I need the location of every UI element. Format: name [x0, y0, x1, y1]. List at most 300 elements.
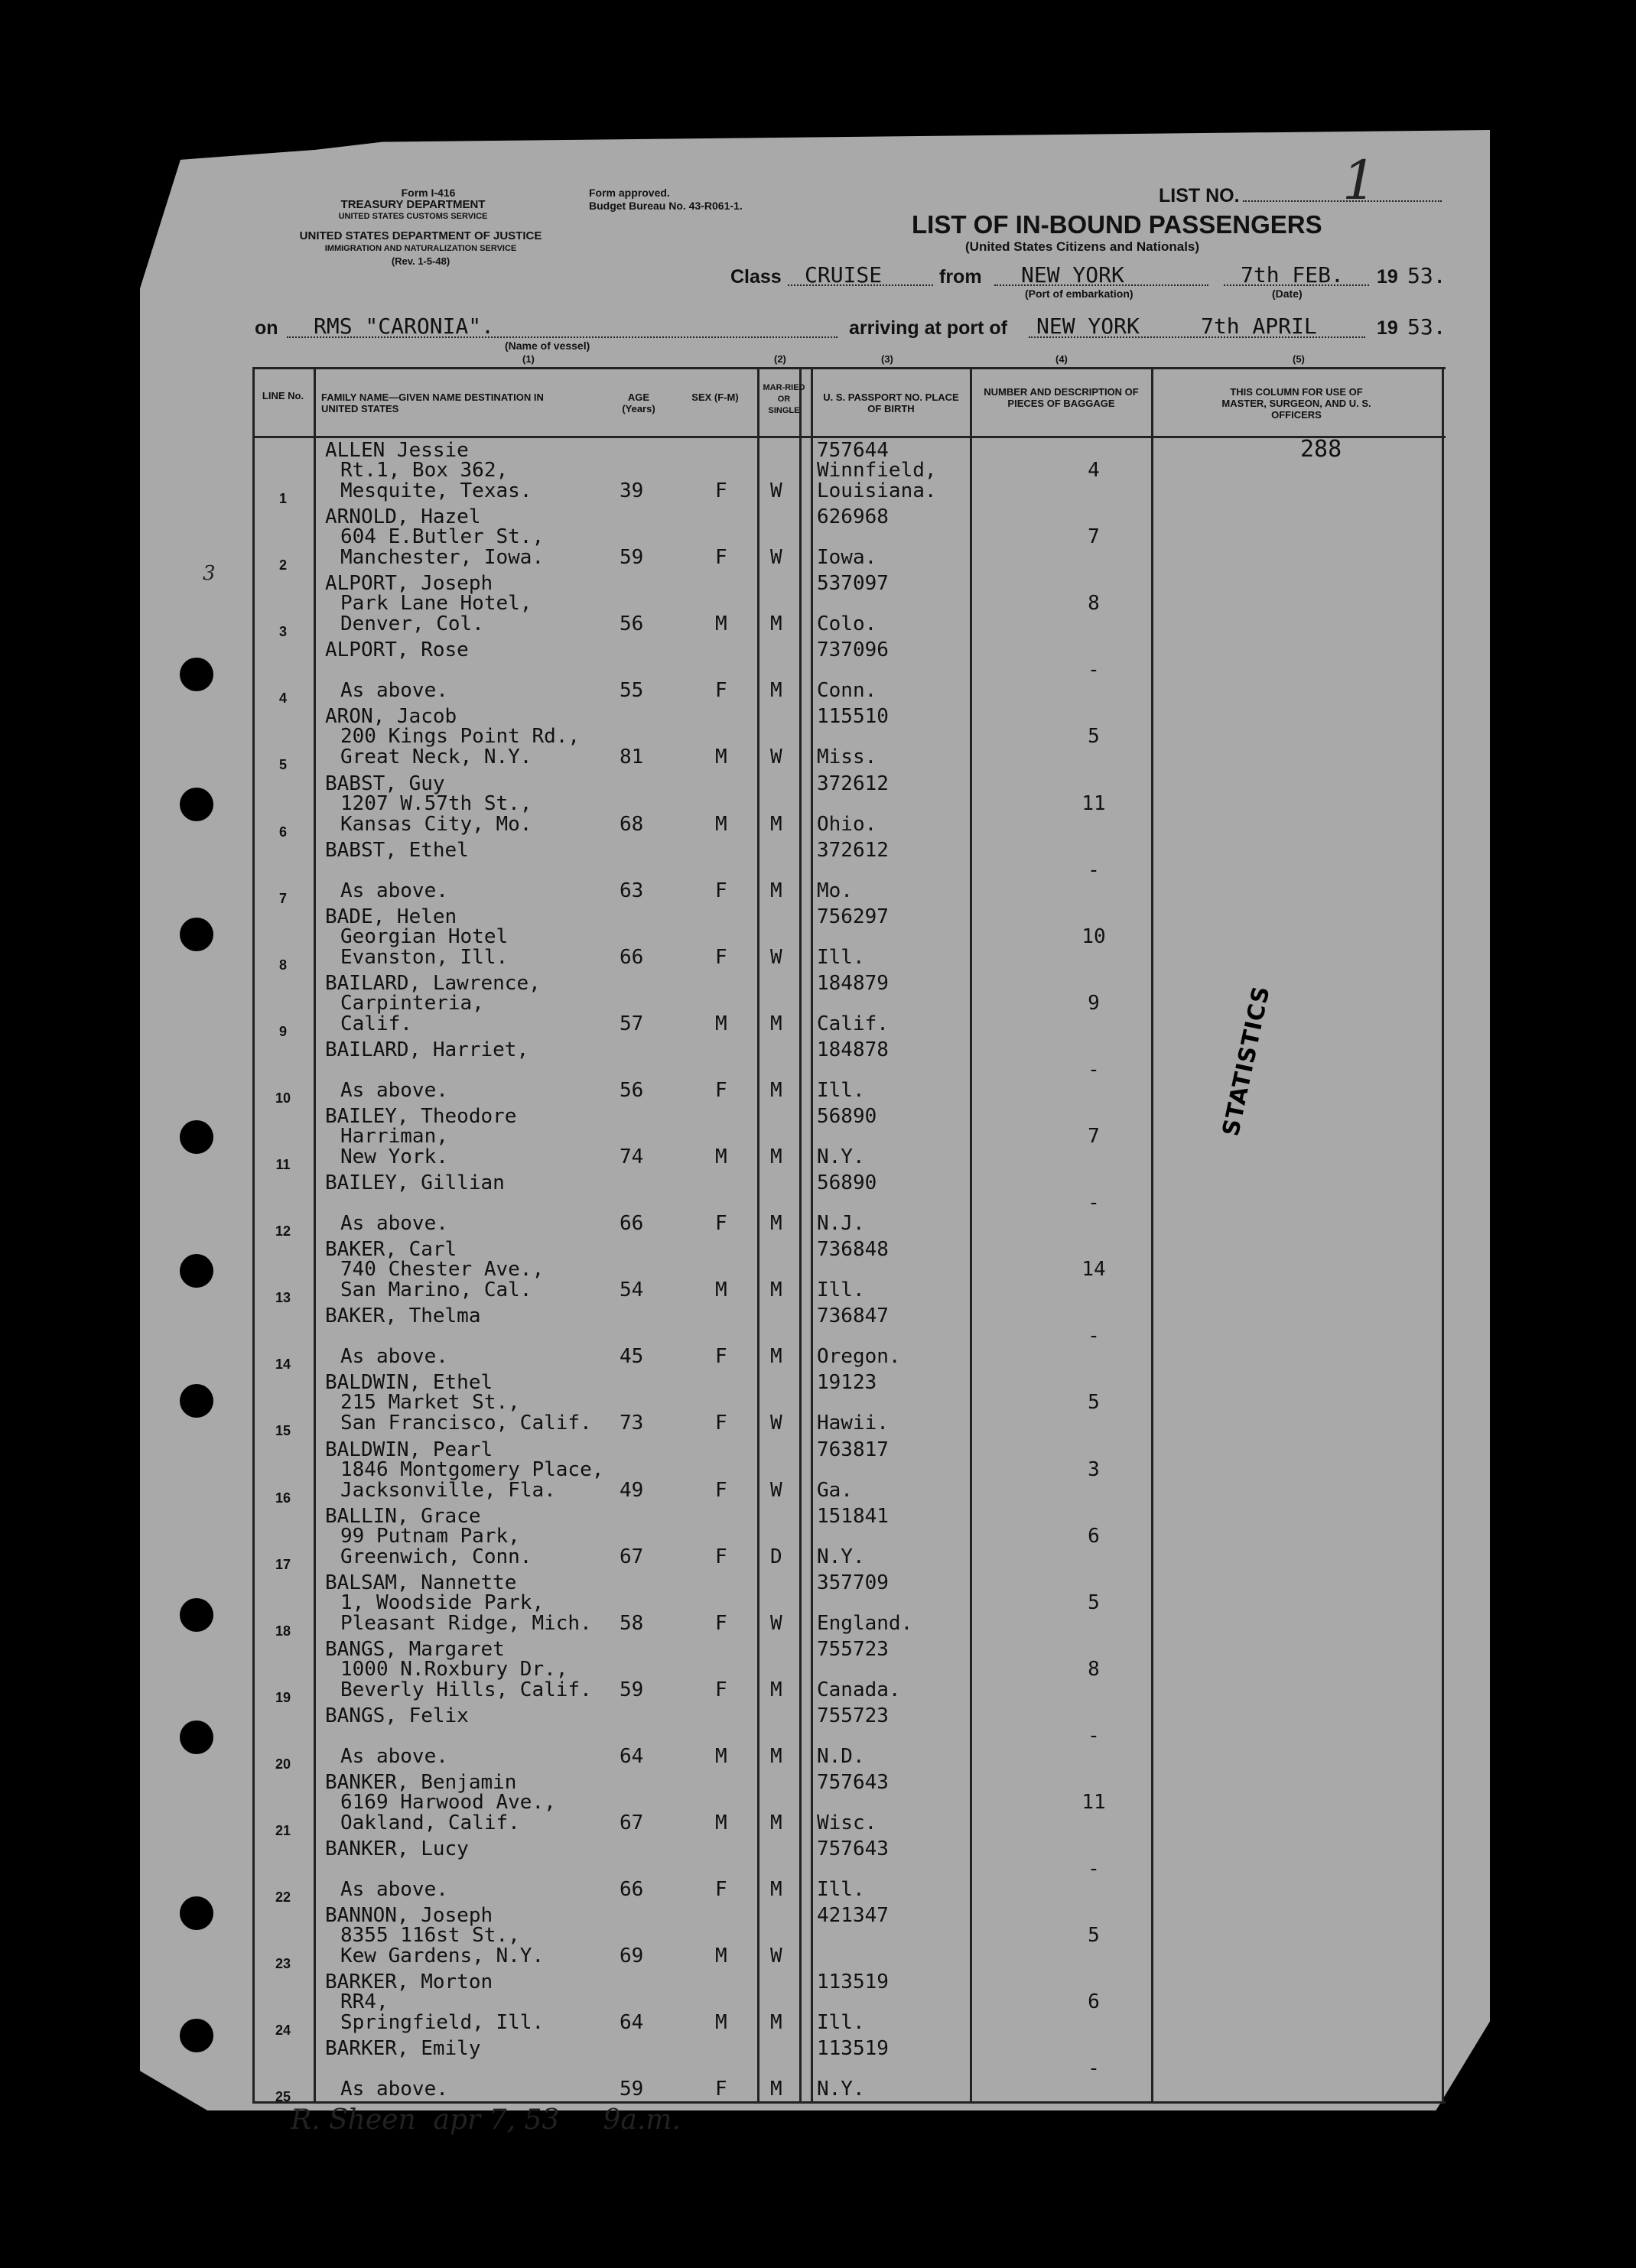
destination-city: As above. — [340, 2078, 448, 2101]
table-row — [252, 635, 1446, 707]
family-name: BAILEY, Gillian — [325, 1171, 505, 1195]
customs-label: UNITED STATES CUSTOMS SERVICE — [338, 212, 488, 221]
vessel-caption: (Name of vessel) — [505, 340, 590, 352]
family-name: BALSAM, Nannette — [325, 1571, 517, 1594]
line-number: 4 — [278, 690, 287, 707]
table-row — [252, 1368, 1446, 1439]
destination-city: Kew Gardens, N.Y. — [340, 1945, 545, 1968]
document-subtitle: (United States Citizens and Nationals) — [965, 239, 1200, 254]
table-row — [252, 436, 1446, 506]
sex-value: F — [715, 879, 727, 902]
col-header-sex: SEX (F-M) — [691, 392, 739, 403]
passport-number: 115510 — [817, 705, 889, 729]
line-number: 8 — [278, 957, 287, 973]
table-row — [252, 1502, 1446, 1572]
table-bottom-rule — [252, 2101, 1446, 2104]
binder-hole — [180, 1254, 213, 1288]
marital-status: W — [770, 1945, 782, 1968]
baggage-count: - — [1088, 1191, 1100, 1215]
destination-city: Evanston, Ill. — [340, 945, 509, 969]
address-line: RR4, — [340, 1990, 389, 2014]
budget-bureau: Budget Bureau No. 43-R061-1. — [589, 200, 743, 212]
arrival-year-prefix: 19 — [1377, 317, 1398, 339]
doj-label: UNITED STATES DEPARTMENT OF JUSTICE — [299, 229, 542, 242]
place-of-birth: Ill. — [817, 1878, 865, 1902]
family-name: BARKER, Morton — [325, 1971, 493, 1994]
sex-value: F — [715, 1345, 727, 1369]
line-number: 25 — [275, 2089, 291, 2105]
passport-number: 372612 — [817, 772, 889, 795]
sex-value: M — [715, 1744, 727, 1768]
marital-status: M — [770, 1212, 782, 1236]
baggage-count: 9 — [1088, 991, 1100, 1015]
place-of-birth: Oregon. — [817, 1345, 901, 1369]
age-value: 69 — [620, 1945, 644, 1968]
family-name: BANGS, Margaret — [325, 1637, 505, 1661]
baggage-count: - — [1088, 658, 1100, 682]
rev-label: (Rev. 1-5-48) — [391, 255, 450, 267]
baggage-count: 8 — [1088, 592, 1100, 616]
sex-value: M — [715, 1945, 727, 1968]
arrival-port: NEW YORK — [1036, 314, 1140, 339]
baggage-count: 14 — [1081, 1258, 1106, 1282]
sex-value: M — [715, 1279, 727, 1302]
baggage-count: - — [1088, 858, 1100, 882]
family-name: ALPORT, Joseph — [325, 572, 493, 596]
destination-city: As above. — [340, 879, 448, 902]
line-number: 17 — [275, 1556, 291, 1572]
sex-value: F — [715, 546, 727, 570]
destination-city: San Francisco, Calif. — [340, 1412, 592, 1435]
passport-number: 56890 — [817, 1171, 877, 1195]
baggage-count: 4 — [1088, 459, 1100, 482]
table-row — [252, 1834, 1446, 1906]
on-label: on — [255, 317, 278, 339]
col-header-officers: THIS COLUMN FOR USE OF MASTER, SURGEON, AND U. S. OFFICERS — [1221, 386, 1371, 421]
baggage-count: - — [1088, 1058, 1100, 1081]
destination-city: As above. — [340, 1078, 448, 1102]
port-of-embarkation: NEW YORK — [1021, 262, 1124, 288]
line-number: 15 — [275, 1423, 291, 1439]
place-of-birth: Ill. — [817, 1279, 865, 1302]
marital-status: M — [770, 2078, 782, 2101]
port-embark-caption: (Port of embarkation) — [1025, 288, 1133, 300]
family-name: BANGS, Felix — [325, 1704, 469, 1727]
family-name: ALPORT, Rose — [325, 638, 469, 662]
baggage-count: 8 — [1088, 1657, 1100, 1681]
line-number: 19 — [275, 1689, 291, 1705]
destination-city: Beverly Hills, Calif. — [340, 1678, 592, 1701]
table-row — [252, 569, 1446, 640]
table-row — [252, 769, 1446, 840]
passport-number: 757643 — [817, 1837, 889, 1861]
marital-status: W — [770, 479, 782, 502]
col-header-baggage: NUMBER AND DESCRIPTION OF PIECES OF BAGGAGE — [984, 386, 1139, 409]
baggage-count: 5 — [1088, 1391, 1100, 1415]
age-value: 59 — [620, 1678, 644, 1701]
passport-number: 763817 — [817, 1438, 889, 1461]
age-value: 68 — [620, 812, 644, 836]
baggage-count: 7 — [1088, 525, 1100, 549]
embark-year-prefix: 19 — [1377, 266, 1398, 288]
line-number: 1 — [278, 491, 287, 506]
family-name: BAILARD, Lawrence, — [325, 971, 541, 995]
marital-status: M — [770, 1811, 782, 1834]
line-number: 13 — [275, 1290, 291, 1306]
age-value: 56 — [620, 1078, 644, 1102]
age-value: 63 — [620, 879, 644, 902]
place-of-birth: Ill. — [817, 945, 865, 969]
col3-number: (3) — [881, 353, 893, 365]
line-number: 22 — [275, 1889, 291, 1906]
passport-number: 755723 — [817, 1637, 889, 1661]
table-row — [252, 1168, 1446, 1240]
table-row — [252, 1102, 1446, 1172]
place-of-birth: Conn. — [817, 679, 877, 703]
family-name: BABST, Ethel — [325, 838, 469, 862]
table-row — [252, 1568, 1446, 1639]
address-line: 604 E.Butler St., — [340, 525, 545, 549]
marital-status: M — [770, 679, 782, 703]
baggage-count: 6 — [1088, 1990, 1100, 2014]
col-header-passport: U. S. PASSPORT NO. PLACE OF BIRTH — [823, 392, 959, 414]
family-name: BANKER, Lucy — [325, 1837, 469, 1861]
col4-number: (4) — [1055, 353, 1068, 365]
binder-hole — [180, 1598, 213, 1632]
baggage-count: 5 — [1088, 1591, 1100, 1614]
table-row — [252, 1635, 1446, 1705]
table-row — [252, 1701, 1446, 1772]
marital-status: W — [770, 1478, 782, 1502]
family-name: BABST, Guy — [325, 772, 445, 795]
sex-value: F — [715, 479, 727, 502]
marital-status: M — [770, 1345, 782, 1369]
table-row — [252, 836, 1446, 906]
passport-number: 737096 — [817, 638, 889, 662]
form-id: Form I-416 — [401, 187, 456, 199]
binder-hole — [180, 918, 213, 951]
passport-number: 736848 — [817, 1238, 889, 1262]
line-number: 24 — [275, 2023, 291, 2039]
line-number: 3 — [278, 624, 287, 640]
sex-value: F — [715, 679, 727, 703]
col1-number: (1) — [522, 353, 535, 365]
family-name: BANNON, Joseph — [325, 1904, 493, 1928]
list-no-value: 1 — [1342, 149, 1377, 212]
document-title: LIST OF IN-BOUND PASSENGERS — [912, 210, 1322, 239]
place-of-birth: Canada. — [817, 1678, 901, 1701]
family-name: BARKER, Emily — [325, 2037, 481, 2061]
treasury-label: TREASURY DEPARTMENT — [340, 198, 486, 211]
sex-value: F — [715, 1412, 727, 1435]
table-row — [252, 902, 1446, 973]
binder-hole — [180, 658, 213, 691]
baggage-count: 3 — [1088, 1457, 1100, 1481]
arrival-year: 53. — [1407, 314, 1446, 340]
address-line: 1000 N.Roxbury Dr., — [340, 1657, 568, 1681]
col-header-age: AGE (Years) — [622, 392, 655, 414]
passport-number: 757643 — [817, 1771, 889, 1794]
place-of-birth: N.Y. — [817, 1145, 865, 1168]
embark-year: 53. — [1407, 263, 1446, 288]
age-value: 59 — [620, 2078, 644, 2101]
list-no-label: LIST NO. — [1159, 185, 1240, 206]
marital-status: M — [770, 612, 782, 636]
address-line: 740 Chester Ave., — [340, 1258, 545, 1282]
place-of-birth: N.D. — [817, 1744, 865, 1768]
place-of-birth: N.J. — [817, 1212, 865, 1236]
address-line: 6169 Harwood Ave., — [340, 1791, 556, 1814]
marital-status: M — [770, 1279, 782, 1302]
baggage-count: - — [1088, 2057, 1100, 2081]
line-number: 6 — [278, 824, 287, 840]
age-value: 39 — [620, 479, 644, 502]
line-number: 7 — [278, 890, 287, 906]
address-line: 8355 116st St., — [340, 1924, 520, 1948]
age-value: 67 — [620, 1811, 644, 1834]
age-value: 73 — [620, 1412, 644, 1435]
marital-status: W — [770, 1611, 782, 1635]
col5-number: (5) — [1293, 353, 1305, 365]
marital-status: M — [770, 1078, 782, 1102]
destination-city: Calif. — [340, 1012, 412, 1035]
embark-date: 7th FEB. — [1241, 262, 1344, 288]
sex-value: M — [715, 1811, 727, 1834]
place-of-birth: Ill. — [817, 1078, 865, 1102]
baggage-count: 11 — [1081, 791, 1106, 815]
line-number: 11 — [275, 1157, 291, 1172]
place-of-birth: Miss. — [817, 746, 877, 769]
marital-status: M — [770, 1145, 782, 1168]
binder-hole — [180, 1720, 213, 1754]
passport-number: 113519 — [817, 2037, 889, 2061]
destination-city: As above. — [340, 1878, 448, 1902]
address-line: Georgian Hotel — [340, 924, 509, 948]
passport-number: 151841 — [817, 1504, 889, 1528]
place-of-birth: Ohio. — [817, 812, 877, 836]
address-line: Carpinteria, — [340, 991, 484, 1015]
statistics-stamp: STATISTICS — [1217, 983, 1276, 1139]
marital-status: M — [770, 1678, 782, 1701]
sex-value: F — [715, 1078, 727, 1102]
col-header-name: FAMILY NAME—GIVEN NAME DESTINATION IN UNITED STATES — [321, 392, 544, 414]
family-name: BANKER, Benjamin — [325, 1771, 517, 1794]
age-value: 74 — [620, 1145, 644, 1168]
destination-city: Pleasant Ridge, Mich. — [340, 1611, 592, 1635]
age-value: 58 — [620, 1611, 644, 1635]
age-value: 45 — [620, 1345, 644, 1369]
sex-value: F — [715, 2078, 727, 2101]
address-line: 215 Market St., — [340, 1391, 520, 1415]
binder-hole — [180, 1384, 213, 1418]
address-line: 200 Kings Point Rd., — [340, 725, 581, 749]
baggage-count: - — [1088, 1857, 1100, 1881]
sex-value: F — [715, 1878, 727, 1902]
inspector-signature: R. Sheen apr 7, 53 9a.m. — [291, 2104, 681, 2136]
address-line: Harriman, — [340, 1125, 448, 1148]
address-line: Park Lane Hotel, — [340, 592, 532, 616]
table-row — [252, 1967, 1446, 2039]
passport-number: 184879 — [817, 971, 889, 995]
age-value: 49 — [620, 1478, 644, 1502]
marital-status: W — [770, 746, 782, 769]
passport-number: 19123 — [817, 1371, 877, 1395]
address-line: Rt.1, Box 362, — [340, 459, 509, 482]
line-number: 12 — [275, 1223, 291, 1240]
destination-city: As above. — [340, 1345, 448, 1369]
address-line: 1, Woodside Park, — [340, 1591, 545, 1614]
place-of-birth: Hawii. — [817, 1412, 889, 1435]
destination-city: Kansas City, Mo. — [340, 812, 532, 836]
destination-city: Jacksonville, Fla. — [340, 1478, 556, 1502]
place-of-birth: Mo. — [817, 879, 853, 902]
class-value: CRUISE — [805, 262, 883, 288]
address-line: 1207 W.57th St., — [340, 791, 532, 815]
marital-status: M — [770, 879, 782, 902]
place-of-birth: Calif. — [817, 1012, 889, 1035]
address-line: 99 Putnam Park, — [340, 1524, 520, 1548]
sex-value: F — [715, 1545, 727, 1568]
destination-city: Mesquite, Texas. — [340, 479, 532, 502]
line-number: 23 — [275, 1956, 291, 1972]
destination-city: Manchester, Iowa. — [340, 546, 545, 570]
sex-value: M — [715, 746, 727, 769]
class-label: Class — [730, 266, 782, 288]
table-row — [252, 1901, 1446, 1972]
line-number: 20 — [275, 1756, 291, 1772]
line-number: 2 — [278, 557, 287, 573]
sex-value: F — [715, 1212, 727, 1236]
table-top-rule — [252, 367, 1446, 369]
sex-value: M — [715, 1145, 727, 1168]
destination-city: Great Neck, N.Y. — [340, 746, 532, 769]
place-of-birth: Iowa. — [817, 546, 877, 570]
passport-number: 755723 — [817, 1704, 889, 1727]
line-number: 16 — [275, 1490, 291, 1506]
passport-number: 56890 — [817, 1105, 877, 1128]
arrival-date: 7th APRIL — [1201, 314, 1317, 339]
destination-city: As above. — [340, 1744, 448, 1768]
passport-number: 357709 — [817, 1571, 889, 1594]
family-name: BAILARD, Harriet, — [325, 1038, 529, 1061]
baggage-count: - — [1088, 1324, 1100, 1348]
passport-number: 184878 — [817, 1038, 889, 1061]
family-name: ALLEN Jessie — [325, 439, 469, 462]
binder-hole — [180, 788, 213, 821]
family-name: BAKER, Carl — [325, 1238, 457, 1262]
place-of-birth: Ill. — [817, 2011, 865, 2035]
table-row — [252, 502, 1446, 573]
address-line: 1846 Montgomery Place, — [340, 1457, 604, 1481]
family-name: BALLIN, Grace — [325, 1504, 481, 1528]
age-value: 64 — [620, 2011, 644, 2035]
sex-value: M — [715, 612, 727, 636]
passport-number: 756297 — [817, 905, 889, 928]
margin-note: 3 — [203, 562, 216, 585]
age-value: 81 — [620, 746, 644, 769]
table-row — [252, 1235, 1446, 1306]
line-number: 10 — [275, 1090, 291, 1106]
sex-value: M — [715, 812, 727, 836]
sex-value: M — [715, 2011, 727, 2035]
destination-city: Oakland, Calif. — [340, 1811, 520, 1834]
baggage-count: 6 — [1088, 1524, 1100, 1548]
age-value: 57 — [620, 1012, 644, 1035]
arriving-label: arriving at port of — [849, 317, 1007, 339]
marital-status: M — [770, 1878, 782, 1902]
line-number: 5 — [278, 757, 287, 773]
table-row — [252, 969, 1446, 1039]
place-of-birth: England. — [817, 1611, 913, 1635]
table-row — [252, 1301, 1446, 1373]
birthplace-line: Winnfield, — [817, 459, 937, 482]
baggage-count: 11 — [1081, 1791, 1106, 1814]
destination-city: Greenwich, Conn. — [340, 1545, 532, 1568]
binder-hole — [180, 1120, 213, 1154]
line-number: 9 — [278, 1023, 287, 1039]
col-header-line: LINE No. — [262, 390, 304, 401]
passport-number: 113519 — [817, 1971, 889, 1994]
passport-number: 537097 — [817, 572, 889, 596]
family-name: ARON, Jacob — [325, 705, 457, 729]
line-number: 18 — [275, 1623, 291, 1639]
age-value: 66 — [620, 945, 644, 969]
table-row — [252, 702, 1446, 773]
place-of-birth: Wisc. — [817, 1811, 877, 1834]
baggage-count: 10 — [1081, 924, 1106, 948]
sex-value: F — [715, 1611, 727, 1635]
age-value: 59 — [620, 546, 644, 570]
marital-status: W — [770, 546, 782, 570]
place-of-birth: Ga. — [817, 1478, 853, 1502]
family-name: BADE, Helen — [325, 905, 457, 928]
marital-status: M — [770, 1744, 782, 1768]
sex-value: F — [715, 1478, 727, 1502]
table-row — [252, 1768, 1446, 1838]
col-header-married: MAR-RIED OR SINGLE — [763, 383, 805, 415]
line-number: 21 — [275, 1823, 291, 1838]
destination-city: Denver, Col. — [340, 612, 484, 636]
family-name: BAKER, Thelma — [325, 1305, 481, 1328]
officer-note: 288 — [1300, 436, 1342, 463]
passport-number: 421347 — [817, 1904, 889, 1928]
binder-hole — [180, 2019, 213, 2052]
age-value: 66 — [620, 1878, 644, 1902]
age-value: 67 — [620, 1545, 644, 1568]
age-value: 56 — [620, 612, 644, 636]
family-name: BAILEY, Theodore — [325, 1105, 517, 1128]
family-name: BALDWIN, Pearl — [325, 1438, 493, 1461]
marital-status: M — [770, 812, 782, 836]
age-value: 66 — [620, 1212, 644, 1236]
from-label: from — [939, 266, 982, 288]
marital-status: M — [770, 2011, 782, 2035]
table-row — [252, 2034, 1446, 2105]
marital-status: D — [770, 1545, 782, 1568]
passport-number: 757644 — [817, 439, 889, 462]
passport-number: 372612 — [817, 838, 889, 862]
table-row — [252, 1035, 1446, 1106]
form-approved: Form approved. — [589, 187, 670, 199]
age-value: 54 — [620, 1279, 644, 1302]
place-of-birth: N.Y. — [817, 2078, 865, 2101]
vessel-name: RMS "CARONIA". — [314, 314, 495, 339]
ins-label: IMMIGRATION AND NATURALIZATION SERVICE — [324, 244, 517, 253]
baggage-count: 5 — [1088, 1924, 1100, 1948]
destination-city: San Marino, Cal. — [340, 1279, 532, 1302]
date-caption: (Date) — [1272, 288, 1303, 300]
passport-number: 626968 — [817, 505, 889, 529]
